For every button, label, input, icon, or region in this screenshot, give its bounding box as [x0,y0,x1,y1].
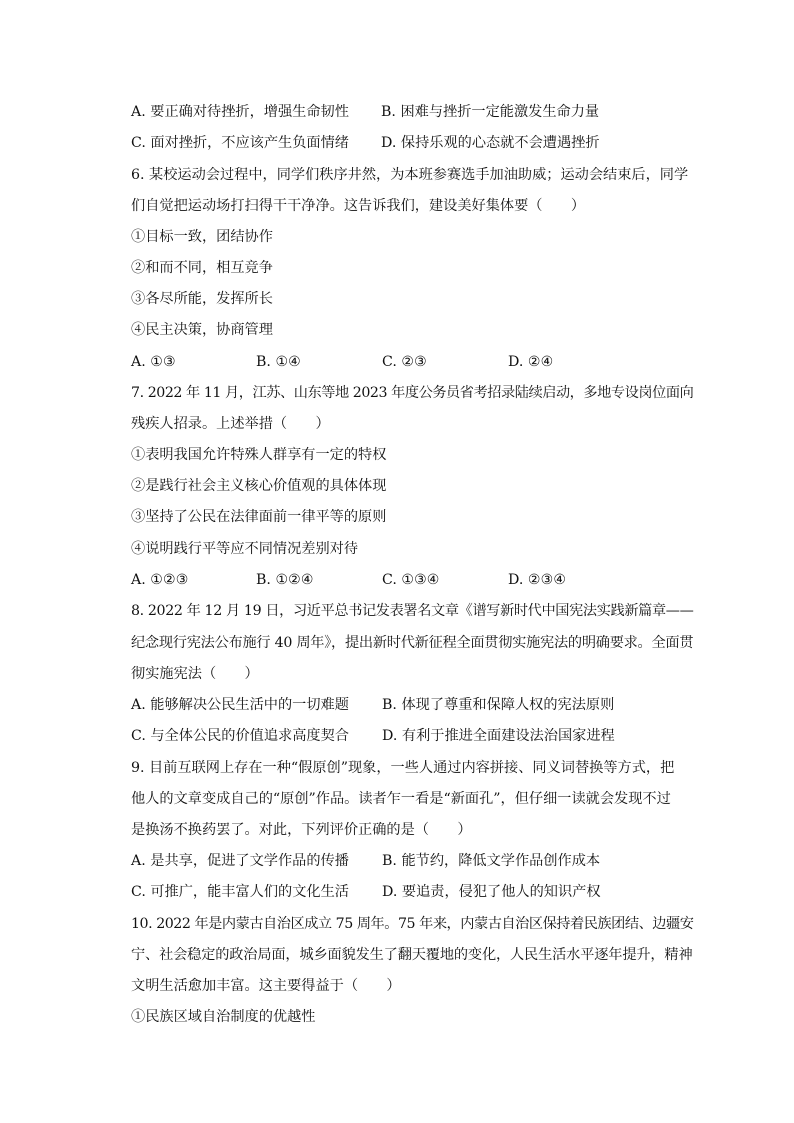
q5-option-a: A. 要正确对待挫折，增强生命韧性 [131,104,349,120]
q7-statement-1: ①表明我国允许特殊人群享有一定的特权 [131,447,387,463]
q9-stem-line-3: 是换汤不换药罢了。对此，下列评价正确的是（ ） [131,822,472,838]
q6-statement-1: ①目标一致，团结协作 [131,229,273,245]
q9-option-d: D. 要追责，侵犯了他人的知识产权 [382,884,601,900]
q7-option-b: B. ①②④ [256,572,314,588]
q9-option-c: C. 可推广，能丰富人们的文化生活 [131,884,349,900]
q8-option-b: B. 体现了尊重和保障人权的宪法原则 [382,697,615,713]
q6-stem-line-2: 们自觉把运动场打扫得干干净净。这告诉我们，建设美好集体要（ ） [131,198,586,214]
q10-statement-1: ①民族区域自治制度的优越性 [131,1009,316,1025]
q8-option-c: C. 与全体公民的价值追求高度契合 [131,728,349,744]
q7-statement-3: ③坚持了公民在法律面前一律平等的原则 [131,509,387,525]
q6-option-a: A. ①③ [131,354,176,370]
q6-stem-line-1: 6. 某校运动会过程中，同学们秩序井然，为本班参赛选手加油助威；运动会结束后，同学 [131,167,689,183]
q9-option-b: B. 能节约，降低文学作品创作成本 [382,853,601,869]
q10-stem-line-1: 10. 2022 年是内蒙古自治区成立 75 周年。75 年来，内蒙古自治区保持着民族团结、边疆安 [131,916,694,932]
q9-stem-line-2: 他人的文章变成自己的“原创”作品。读者乍一看是“新面孔”，但仔细一读就会发现不过 [131,791,671,807]
q6-statement-3: ③各尽所能，发挥所长 [131,291,273,307]
q8-option-d: D. 有利于推进全面建设法治国家进程 [382,728,615,744]
q7-statement-2: ②是践行社会主义核心价值观的具体体现 [131,478,387,494]
q10-stem-line-2: 宁、社会稳定的政治局面，城乡面貌发生了翻天覆地的变化，人民生活水平逐年提升，精神 [131,947,693,963]
q9-stem-line-1: 9. 目前互联网上存在一种“假原创”现象，一些人通过内容拼接、同义词替换等方式，把 [131,760,675,776]
q6-statement-2: ②和而不同，相互竞争 [131,260,273,276]
q8-stem-line-3: 彻实施宪法（ ） [131,666,259,682]
q8-stem-line-1: 8. 2022 年 12 月 19 日，习近平总书记发表署名文章《谱写新时代中国宪法实践新篇章—— [131,603,694,619]
q10-stem-line-3: 文明生活愈加丰富。这主要得益于（ ） [131,978,401,994]
q9-option-a: A. 是共享，促进了文学作品的传播 [131,853,349,869]
q5-option-b: B. 困难与挫折一定能激发生命力量 [381,104,600,120]
q7-stem-line-2: 残疾人招录。上述举措（ ） [131,416,330,432]
q6-option-d: D. ②④ [508,354,554,370]
q5-option-d: D. 保持乐观的心态就不会遭遇挫折 [381,135,600,151]
q7-option-a: A. ①②③ [131,572,189,588]
q7-option-c: C. ①③④ [382,572,440,588]
q6-statement-4: ④民主决策，协商管理 [131,322,273,338]
q8-option-a: A. 能够解决公民生活中的一切难题 [131,697,349,713]
q5-option-c: C. 面对挫折，不应该产生负面情绪 [131,135,349,151]
q6-option-b: B. ①④ [256,354,301,370]
q7-statement-4: ④说明践行平等应不同情况差别对待 [131,541,359,557]
q7-option-d: D. ②③④ [508,572,567,588]
q6-option-c: C. ②③ [382,354,427,370]
q7-stem-line-1: 7. 2022 年 11 月，江苏、山东等地 2023 年度公务员省考招录陆续启动，多地专设岗位面向 [131,385,694,401]
q8-stem-line-2: 纪念现行宪法公布施行 40 周年》，提出新时代新征程全面贯彻实施宪法的明确要求。全面贯 [131,635,694,651]
